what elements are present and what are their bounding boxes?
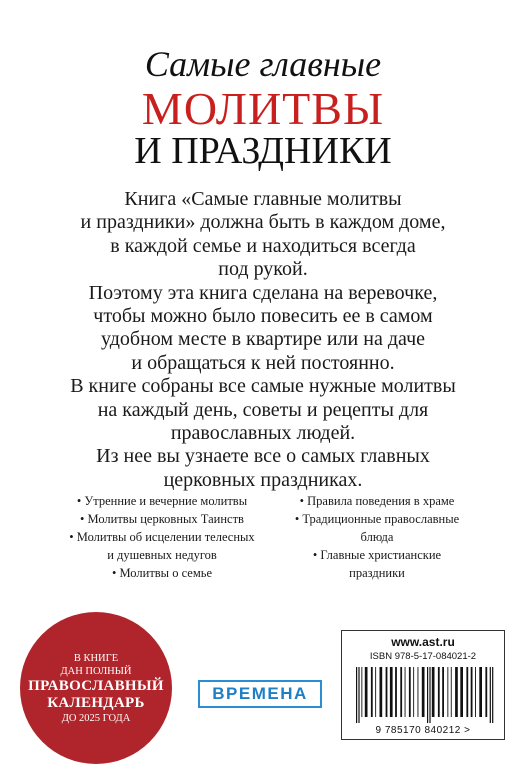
list-item: блюда xyxy=(360,530,394,544)
cover-title-line1: Самые главные xyxy=(144,44,382,84)
isbn-number: ISBN 978-5-17-084021-2 xyxy=(369,651,477,662)
website-url: www.ast.ru xyxy=(391,635,455,649)
barcode-icon xyxy=(354,667,494,723)
barcode-panel xyxy=(341,630,505,740)
description-line: Книга «Самые главные молитвы xyxy=(124,188,402,210)
list-item: • Молитвы церковных Таинств xyxy=(80,512,244,526)
description-line: Из нее вы узнаете все о самых главных xyxy=(96,445,430,468)
description-line: в каждой семье и находиться всегда xyxy=(110,234,416,257)
contents-list-left xyxy=(52,492,272,582)
description-line: удобном месте в квартире или на даче xyxy=(100,328,426,351)
list-item: • Традиционные православные xyxy=(294,512,460,526)
description-line: Поэтому эта книга сделана на веревочке, xyxy=(88,281,438,304)
list-item: • Правила поведения в храме xyxy=(299,494,455,508)
publisher-logo: ВРЕМЕНА xyxy=(198,680,322,708)
description-line: и праздники» должна быть в каждом доме, xyxy=(80,211,446,234)
barcode-digits: 9 785170 840212 > xyxy=(375,725,471,736)
badge-line: В КНИГЕ xyxy=(73,652,119,664)
list-item: • Главные христианские xyxy=(312,548,442,562)
list-item: • Молитвы об исцелении телесных xyxy=(69,530,255,544)
list-item: • Утренние и вечерние молитвы xyxy=(76,494,248,508)
description-text xyxy=(60,188,466,492)
cover-title-line3: И ПРАЗДНИКИ xyxy=(134,130,392,172)
description-line: на каждый день, советы и рецепты для xyxy=(97,398,429,421)
list-item: • Молитвы о семье xyxy=(112,566,212,580)
description-line: православных людей. xyxy=(170,422,356,445)
description-line: под рукой. xyxy=(218,258,308,281)
calendar-badge xyxy=(20,612,172,764)
badge-line: КАЛЕНДАРЬ xyxy=(47,694,145,711)
description-line: и обращаться к ней постоянно. xyxy=(131,351,395,374)
list-item: и душевных недугов xyxy=(107,548,217,562)
cover-title-line2: МОЛИТВЫ xyxy=(141,83,385,134)
list-item: праздники xyxy=(349,566,405,580)
badge-line: ПРАВОСЛАВНЫЙ xyxy=(28,677,164,694)
badge-line: ДО 2025 ГОДА xyxy=(61,712,131,724)
description-line: церковных праздниках. xyxy=(163,468,363,491)
description-line: чтобы можно было повесить ее в самом xyxy=(93,305,433,328)
contents-list-right xyxy=(272,492,482,582)
description-line: В книге собраны все самые нужные молитвы xyxy=(70,375,456,398)
badge-line: ДАН ПОЛНЫЙ xyxy=(60,665,132,677)
